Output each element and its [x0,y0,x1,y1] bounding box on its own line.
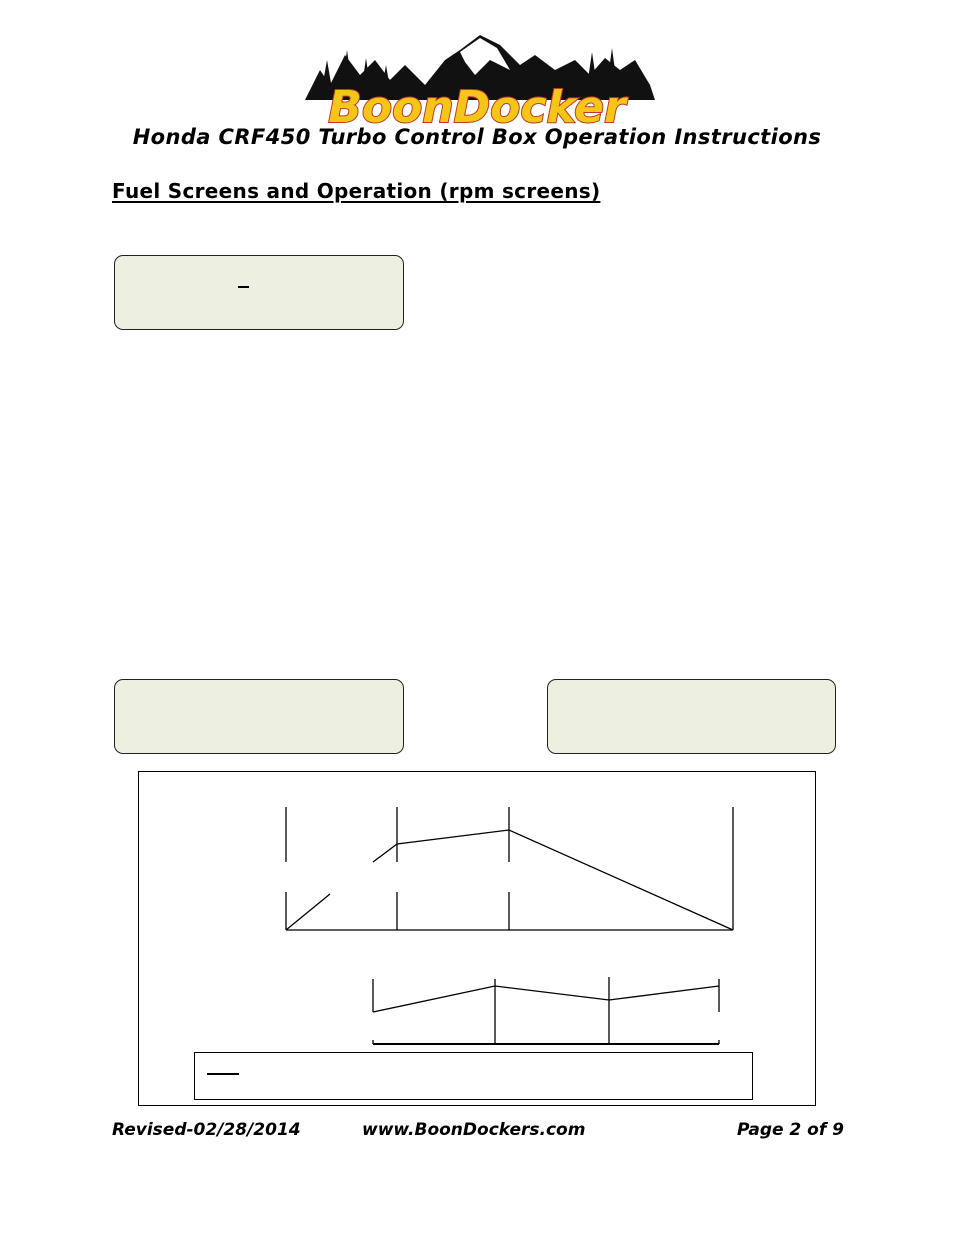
upper-fuel-curve-2 [373,830,733,930]
boondocker-logo [285,30,670,130]
page-number: Page 2 of 9 [736,1120,844,1140]
lower-fuel-curve [373,986,719,1012]
logo-wordmark: BoonDocker [328,82,626,130]
website-link[interactable]: www.BoonDockers.com [362,1120,586,1140]
fuel-curve-diagram [138,771,816,1106]
revision-date: Revised-02/28/2014 [112,1120,301,1140]
section-heading: Fuel Screens and Operation (rpm screens) [112,179,601,203]
page-footer [112,1120,844,1144]
document-title: Honda CRF450 Turbo Control Box Operation Instructions [132,125,822,149]
lcd-screen-top [114,255,404,330]
lcd-screen-bottom-left [114,679,404,754]
upper-fuel-curve [286,894,330,930]
lcd-screen-bottom-right [547,679,836,754]
lcd-cursor [238,286,249,288]
graph-legend [194,1052,753,1100]
legend-line-swatch [207,1073,239,1075]
